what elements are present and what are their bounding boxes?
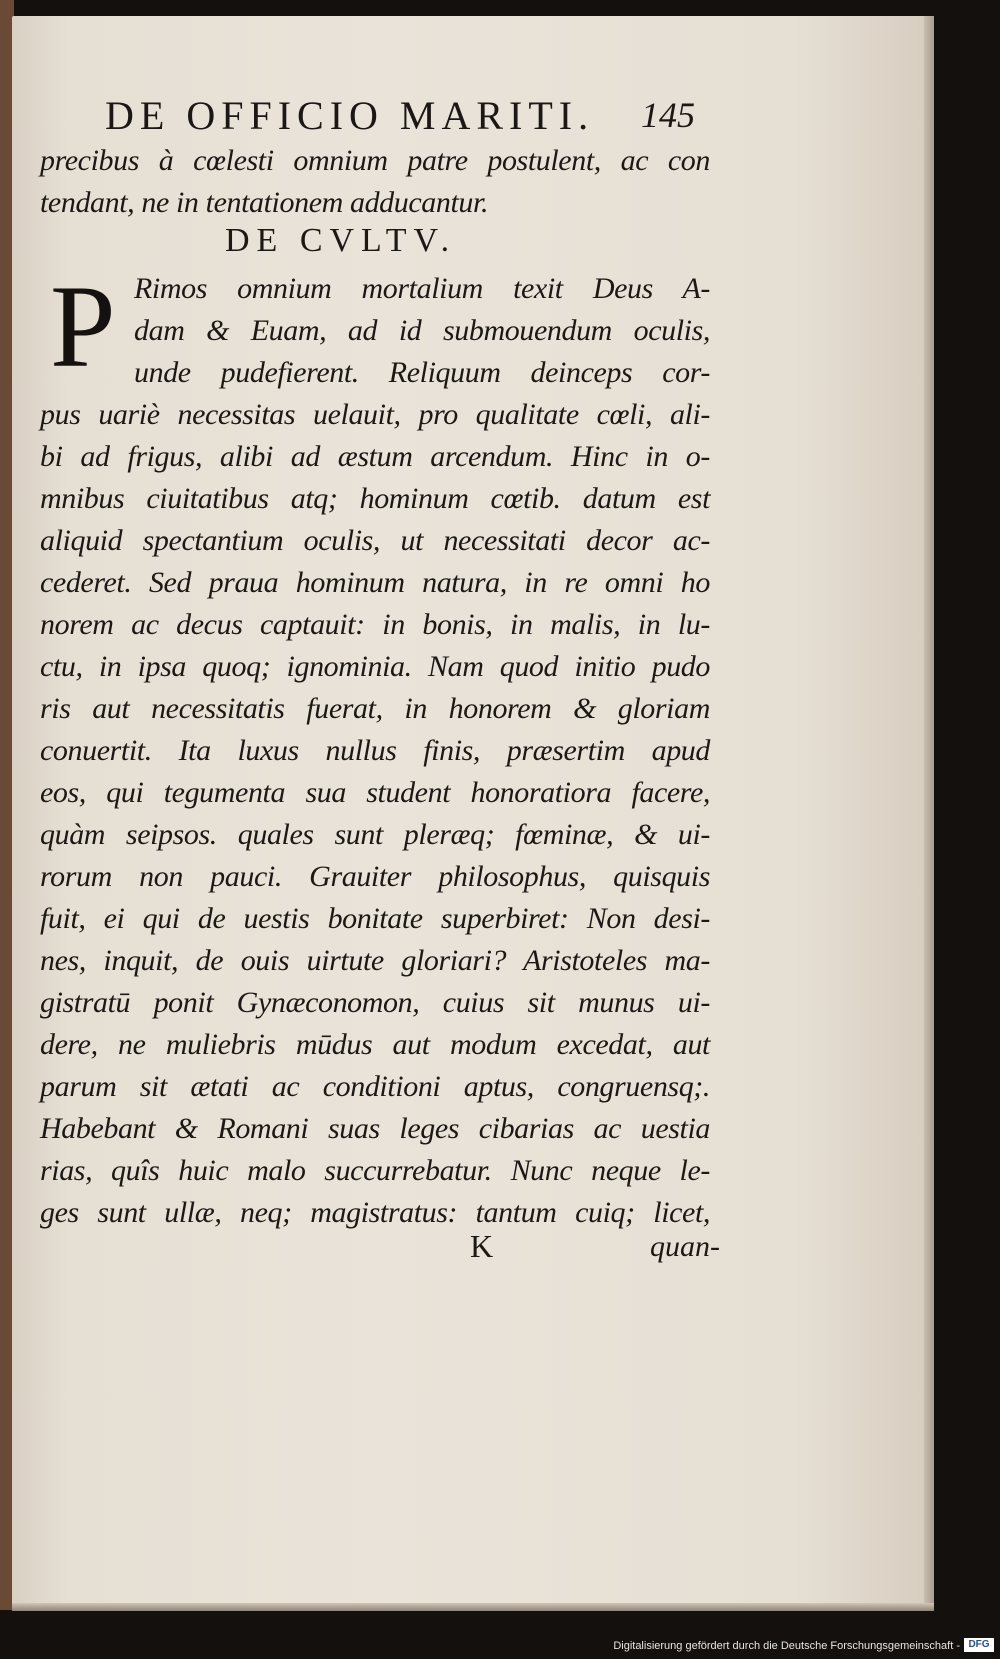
text-line: quàm seipsos. quales sunt pleræq; fœminæ, & ui- (40, 818, 710, 851)
text-line: conuertit. Ita luxus nullus finis, præsertim apud (40, 734, 710, 767)
catchword: quan- (650, 1230, 720, 1263)
text-line: ctu, in ipsa quoq; ignominia. Nam quod initio pudo (40, 650, 710, 683)
text-line: tendant, ne in tentationem adducantur. (40, 186, 489, 219)
text-line: Habebant & Romani suas leges cibarias ac uestia (40, 1112, 710, 1145)
text-line: gistratū ponit Gynæconomon, cuius sit munus ui- (40, 986, 710, 1019)
text-line: nes, inquit, de ouis uirtute gloriari? Aristoteles ma- (40, 944, 710, 977)
text-block (40, 140, 710, 1234)
text-line: aliquid spectantium oculis, ut necessitati decor ac- (40, 524, 710, 557)
dfg-logo: DFG (964, 1638, 994, 1652)
text-line: Rimos omnium mortalium texit Deus A- (134, 272, 710, 305)
text-line: ris aut necessitatis fuerat, in honorem & gloriam (40, 692, 710, 725)
running-head (105, 92, 695, 142)
text-line: mnibus ciuitatibus atq; hominum cœtib. datum est (40, 482, 710, 515)
text-line: ges sunt ullæ, neq; magistratus: tantum cuiq; licet, (40, 1196, 710, 1229)
running-head-title: DE OFFICIO MARITI. (105, 93, 595, 138)
signature-mark: K (470, 1228, 494, 1264)
text-line: dere, ne muliebris mūdus aut modum excedat, aut (40, 1028, 710, 1061)
text-line: unde pudefierent. Reliquum deinceps cor- (134, 356, 710, 389)
page-edge (924, 16, 934, 1611)
text-line: parum sit ætati ac conditioni aptus, congruensq;. (40, 1070, 710, 1103)
text-line: cederet. Sed praua hominum natura, in re omni ho (40, 566, 710, 599)
text-line: dam & Euam, ad id submouendum oculis, (134, 314, 710, 347)
text-line: norem ac decus captauit: in bonis, in malis, in lu- (40, 608, 710, 641)
digitization-credit: Digitalisierung gefördert durch die Deutsche Forschungsgemeinschaft - (613, 1640, 960, 1652)
section-heading: DE CVLTV. (225, 222, 457, 259)
text-line: rias, quîs huic malo succurrebatur. Nunc neque le- (40, 1154, 710, 1187)
text-line: fuit, ei qui de uestis bonitate superbiret: Non desi- (40, 902, 710, 935)
text-line: eos, qui tegumenta sua student honoratiora facere, (40, 776, 710, 809)
text-line: pus uariè necessitas uelauit, pro qualitate cœli, ali- (40, 398, 710, 431)
page-number: 145 (641, 95, 695, 135)
drop-cap: P (50, 261, 116, 392)
text-line: rorum non pauci. Grauiter philosophus, quisquis (40, 860, 710, 893)
text-line: bi ad frigus, alibi ad æstum arcendum. Hinc in o- (40, 440, 710, 473)
catchline (470, 1228, 720, 1268)
text-line: precibus à cœlesti omnium patre postulent, ac con (40, 144, 710, 177)
page-bottom-edge (12, 1603, 934, 1611)
